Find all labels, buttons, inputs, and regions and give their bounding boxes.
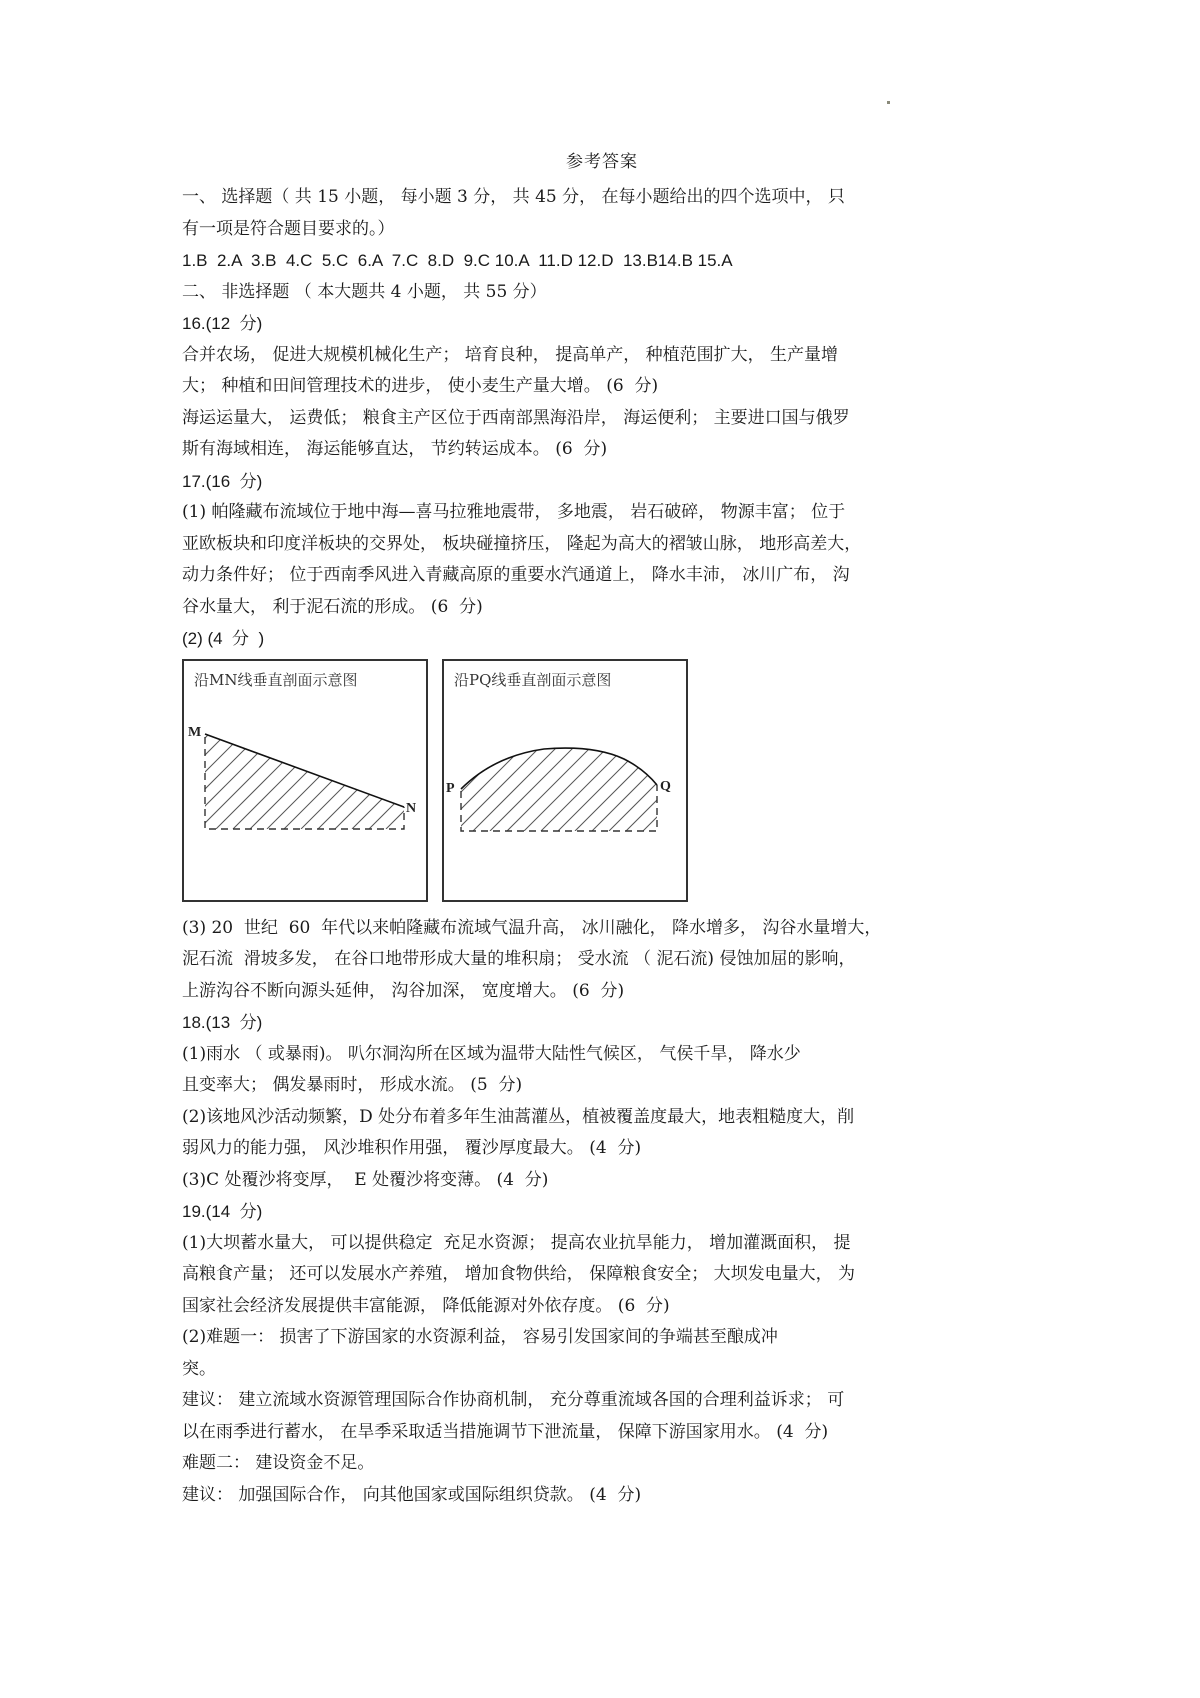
q18-part1-cont: 且变率大； 偶发暴雨时， 形成水流。 (5 分) bbox=[182, 1075, 523, 1095]
hatch-line bbox=[558, 741, 648, 831]
question-19 bbox=[182, 1196, 1022, 1511]
question-17 bbox=[182, 466, 1022, 1008]
section-choice bbox=[182, 182, 1022, 277]
q17-part3-cont: 上游沟谷不断向源头延伸， 沟谷加深， 宽度增大。 (6 分) bbox=[182, 980, 625, 1001]
q19-part1-cont: 高粮食产量； 还可以发展水产养殖， 增加食物供给， 保障粮食安全； 大坝发电量大， 为 bbox=[182, 1264, 856, 1284]
q16-answer-2: 海运运量大， 运费低； 粮食主产区位于西南部黑海沿岸， 海运便利； 主要进口国与俄罗 bbox=[182, 407, 850, 428]
question-16 bbox=[182, 308, 1022, 466]
mn-profile-title: 沿MN线垂直剖面示意图 bbox=[194, 670, 358, 689]
mn-dashed-base bbox=[205, 737, 404, 829]
pq-profile-title: 沿PQ线垂直剖面示意图 bbox=[454, 670, 612, 689]
point-q-label: Q bbox=[660, 778, 671, 794]
q19-part2: (2)难题一： 损害了下游国家的水资源利益， 容易引发国家间的争端甚至酿成冲 bbox=[182, 1327, 778, 1347]
q17-part2-label: (2) (4 分 ) bbox=[182, 629, 265, 648]
page-mark-dot bbox=[887, 101, 890, 104]
hatch-line bbox=[216, 721, 324, 829]
q19-suggestion-1-cont: 以在雨季进行蓄水， 在旱季采取适当措施调节下泄流量， 保障下游国家用水。 (4 分) bbox=[182, 1421, 829, 1442]
q18-part2-cont: 弱风力的能力强， 风沙堆积作用强， 覆沙厚度最大。 (4 分) bbox=[182, 1138, 642, 1158]
mn-profile-figure bbox=[182, 659, 428, 902]
q16-answer-2-cont: 斯有海域相连， 海运能够直达， 节约转运成本。 (6 分) bbox=[182, 439, 608, 459]
profile-figures bbox=[182, 659, 1022, 909]
mn-surface-line bbox=[205, 734, 404, 807]
q17-part3: (3) 20 世纪 60 年代以来帕隆藏布流域气温升高， 冰川融化， 降水增多， 沟谷水量增大， bbox=[182, 917, 882, 938]
question-16-label: 16.(12 分) bbox=[182, 314, 263, 333]
answer-document bbox=[182, 150, 1022, 1511]
q19-part2-cont: 突。 bbox=[182, 1358, 216, 1379]
q18-part1: (1)雨水 （ 或暴雨)。 叭尔洞沟所在区域为温带大陆性气候区， 气侯千旱， 降水少 bbox=[182, 1043, 801, 1064]
pq-dashed-base bbox=[461, 785, 657, 831]
point-n-label: N bbox=[406, 800, 417, 816]
mn-hatch bbox=[184, 721, 426, 829]
mn-profile-diagram bbox=[184, 661, 426, 900]
question-18 bbox=[182, 1007, 1022, 1196]
q19-suggestion-1: 建议： 建立流域水资源管理国际合作协商机制， 充分尊重流域各国的合理利益诉求； 可 bbox=[182, 1390, 845, 1410]
question-18-label: 18.(13 分) bbox=[182, 1013, 263, 1032]
q16-answer-1: 合并农场， 促进大规模机械化生产； 培育良种， 提高单产， 种植范围扩大， 生产量增 bbox=[182, 344, 839, 365]
question-19-label: 19.(14 分) bbox=[182, 1202, 263, 1221]
hatch-line bbox=[575, 741, 665, 831]
question-17-label: 17.(16 分) bbox=[182, 471, 263, 491]
hatch-line bbox=[541, 741, 631, 831]
hatch-line bbox=[250, 721, 358, 829]
q18-part3: (3)C 处覆沙将变厚， E 处覆沙将变薄。 (4 分) bbox=[182, 1169, 549, 1190]
hatch-line bbox=[456, 741, 546, 831]
pq-hatch bbox=[444, 741, 686, 831]
pq-profile-figure bbox=[442, 659, 688, 902]
q19-suggestion-2: 建议： 加强国际合作， 向其他国家或国际组织贷款。 (4 分) bbox=[182, 1484, 642, 1505]
section-choice-heading: 一、 选择题（ 共 15 小题， 每小题 3 分， 共 45 分， 在每小题给出的四个选项中， 只 bbox=[182, 187, 845, 207]
choice-answers: 1.B 2.A 3.B 4.C 5.C 6.A 7.C 8.D 9.C 10.A 11.D 12.D 13.B14.B 15.A bbox=[182, 251, 733, 270]
section-choice-heading-cont: 有一项是符合题目要求的。） bbox=[182, 218, 395, 239]
q19-problem-2: 难题二： 建设资金不足。 bbox=[182, 1453, 375, 1473]
pq-profile-diagram bbox=[444, 661, 686, 900]
q16-answer-1-cont: 大； 种植和田间管理技术的进步， 使小麦生产量大增。 (6 分) bbox=[182, 376, 659, 396]
point-p-label: P bbox=[446, 780, 455, 796]
q17-part1-cont: 谷水量大， 利于泥石流的形成。 (6 分) bbox=[182, 596, 483, 617]
pq-surface-curve bbox=[461, 748, 657, 789]
hatch-line bbox=[524, 741, 614, 831]
hatch-line bbox=[369, 721, 426, 829]
section-nonchoice-heading: 二、 非选择题 （ 本大题共 4 小题， 共 55 分） bbox=[182, 281, 547, 302]
hatch-line bbox=[284, 721, 392, 829]
q17-part1-cont: 亚欧板块和印度洋板块的交界处， 板块碰撞挤压， 隆起为高大的褶皱山脉， 地形高差大， bbox=[182, 533, 862, 554]
hatch-line bbox=[490, 741, 580, 831]
q18-part2: (2)该地风沙活动频繁，D 处分布着多年生油蒿灌丛，植被覆盖度最大，地表粗糙度大，削 bbox=[182, 1106, 855, 1127]
hatch-line bbox=[267, 721, 375, 829]
q19-part1: (1)大坝蓄水量大， 可以提供稳定 充足水资源； 提高农业抗旱能力， 增加灌溉面积， 提 bbox=[182, 1232, 851, 1253]
point-m-label: M bbox=[188, 724, 202, 740]
q19-part1-cont: 国家社会经济发展提供丰富能源， 降低能源对外依存度。 (6 分) bbox=[182, 1295, 670, 1316]
hatch-line bbox=[233, 721, 341, 829]
section-nonchoice bbox=[182, 277, 1022, 309]
q17-part3-cont: 泥石流 滑坡多发， 在谷口地带形成大量的堆积扇； 受水流 （ 泥石流) 侵蚀加屈的影响， bbox=[182, 949, 856, 969]
q17-part1: (1) 帕隆藏布流域位于地中海—喜马拉雅地震带， 多地震， 岩石破碎， 物源丰富； 位于 bbox=[182, 502, 846, 522]
page-title: 参考答案 bbox=[566, 152, 638, 172]
q17-part1-cont: 动力条件好； 位于西南季风进入青藏高原的重要水汽通道上， 降水丰沛， 冰川广布， 沟 bbox=[182, 565, 850, 585]
